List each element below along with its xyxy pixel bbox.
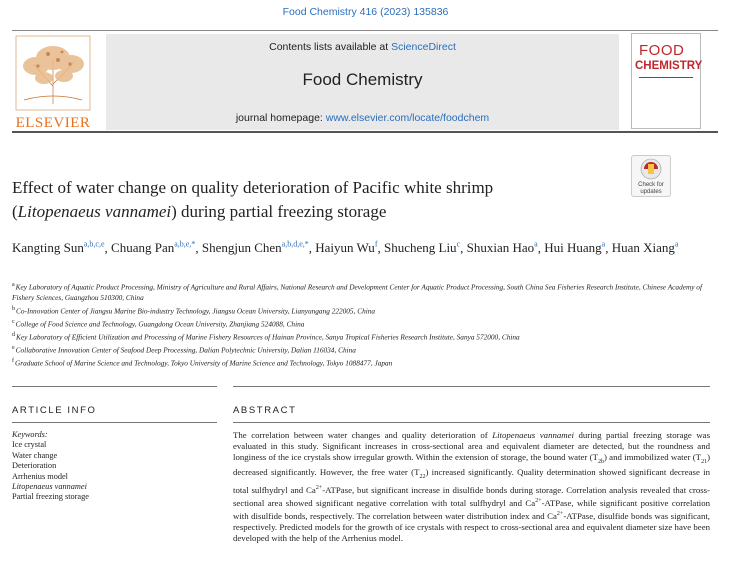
author-name-text: Hui Huang	[544, 240, 602, 256]
affiliation-text: Collaborative Innovation Center of Seafood Deep Processing, Dalian Polytechnic University, Dalian 116034, China	[15, 345, 356, 355]
affiliation-item	[12, 317, 712, 330]
affiliation-text: College of Food Science and Technology, Guangdong Ocean University, Zhanjiang 524088, China	[15, 319, 305, 329]
affiliation-tag: f	[12, 357, 14, 364]
journal-cover[interactable]	[631, 33, 701, 129]
journal-homepage-link[interactable]: www.elsevier.com/locate/foodchem	[325, 112, 490, 124]
affiliation-text: Key Laboratory of Aquatic Product Processing, Ministry of Agriculture and Rural Affairs, National Research and Development Center for Aquatic Product Processing, South China Sea Fisheries Research Institute, Chinese Academy of Fishery Sciences, Guangzhou 510300, China	[12, 282, 702, 303]
affiliation-tag: a	[12, 282, 15, 288]
author-name[interactable]	[111, 240, 195, 255]
check-for-updates-button[interactable]	[631, 155, 671, 197]
author-affiliation-marks[interactable]: a,b,d,e,*	[281, 240, 309, 249]
author-name-text: Chuang Pan	[111, 240, 175, 256]
contents-prefix: Contents lists available at	[269, 41, 392, 53]
elsevier-tree-icon	[12, 34, 94, 130]
header-top-rule	[12, 30, 718, 31]
author-name[interactable]	[12, 240, 105, 255]
author-separator: ,	[537, 240, 545, 256]
affiliation-tag: b	[12, 305, 15, 312]
author-name-text: Kangting Sun	[12, 240, 84, 256]
homepage-line	[106, 112, 619, 124]
author-name-text: Shengjun Chen	[201, 240, 282, 256]
abstract-rule	[233, 386, 710, 387]
check-label-1: Check for	[638, 182, 664, 188]
affiliation-text: Graduate School of Marine Science and Technology, Tokyo University of Marine Science and Technology, Tokyo 1088477, Japan	[15, 358, 393, 368]
cover-divider	[639, 77, 693, 78]
journal-banner	[106, 34, 619, 130]
author-separator: ,	[377, 240, 384, 256]
affiliation-text: Co-Innovation Center of Jiangsu Marine Bio-industry Technology, Jiangsu Ocean University, Lianyungang 222005, China	[16, 306, 376, 316]
author-name[interactable]	[202, 240, 309, 255]
author-name-text: Shucheng Liu	[383, 240, 457, 256]
author-affiliation-marks[interactable]: c	[456, 240, 461, 249]
affiliation-tag: c	[12, 318, 15, 325]
affiliation-tag: e	[12, 344, 15, 351]
author-name[interactable]	[467, 240, 538, 255]
article-info-rule	[12, 386, 217, 387]
affiliation-item	[12, 330, 712, 343]
keyword-item[interactable]: Arrhenius model	[12, 471, 68, 481]
check-updates-label	[632, 182, 670, 195]
affiliation-item	[12, 304, 712, 317]
author-name-text: Huan Xiang	[611, 240, 675, 256]
article-title	[12, 176, 612, 224]
author-affiliation-marks[interactable]: a,b,e,*	[174, 240, 196, 249]
affiliations	[12, 280, 712, 369]
homepage-prefix: journal homepage:	[235, 112, 326, 124]
contents-line	[106, 41, 619, 53]
author-separator: ,	[308, 240, 316, 256]
abstract-heading: ABSTRACT	[233, 405, 297, 416]
affiliation-item	[12, 356, 712, 369]
title-line-2: ) during partial freezing storage	[171, 202, 387, 221]
author-affiliation-marks[interactable]: a	[674, 240, 679, 249]
article-info-rule-2	[12, 422, 217, 423]
affiliation-item	[12, 280, 712, 304]
publisher-name: ELSEVIER	[15, 115, 91, 130]
author-affiliation-marks[interactable]: f	[374, 240, 378, 249]
author-name[interactable]	[384, 240, 460, 255]
keyword-item[interactable]: Ice crystal	[12, 440, 47, 450]
keyword-item[interactable]: Water change	[12, 450, 58, 460]
journal-name: Food Chemistry	[302, 70, 423, 89]
title-species: Litopenaeus vannamei	[17, 202, 172, 221]
affiliation-text: Key Laboratory of Efficient Utilization and Processing of Marine Fishery Resources of Hainan Province, Sanya Tropical Fisheries Research Institute, Sanya 572000, China	[16, 332, 520, 342]
keyword-item[interactable]: Partial freezing storage	[12, 492, 89, 502]
author-separator: ,	[460, 240, 467, 256]
header-bottom-rule	[12, 131, 718, 133]
author-name[interactable]	[544, 240, 605, 255]
author-separator: ,	[104, 240, 112, 256]
cover-title-food: FOOD	[639, 42, 685, 59]
author-affiliation-marks[interactable]: a	[601, 240, 606, 249]
author-affiliation-marks[interactable]: a,b,c,e	[83, 240, 105, 249]
check-label-2: updates	[640, 188, 662, 195]
affiliation-tag: d	[12, 331, 15, 338]
keywords-label: Keywords:	[12, 430, 48, 439]
keywords-block	[12, 430, 212, 503]
check-updates-icon	[632, 156, 670, 182]
author-name[interactable]	[315, 240, 377, 255]
abstract-rule-2	[233, 422, 710, 423]
title-open-paren: (	[12, 202, 18, 221]
sciencedirect-link[interactable]: ScienceDirect	[391, 41, 456, 53]
author-list	[12, 234, 712, 258]
keyword-item[interactable]: Litopenaeus vannamei	[12, 482, 87, 492]
author-name-text: Shuxian Hao	[466, 240, 535, 256]
author-affiliation-marks[interactable]: a	[534, 240, 538, 249]
title-line-1: Effect of water change on quality deterioration of Pacific white shrimp	[12, 178, 494, 197]
affiliation-item	[12, 343, 712, 356]
journal-reference[interactable]: Food Chemistry 416 (2023) 135836	[282, 6, 449, 18]
abstract-text: The correlation between water changes and quality deterioration of Litopenaeus vannamei during partial freezing storage was evaluated in this study. Significant increases in cross-sectional area and equivalent diameter are detected, but the roundness and longiness of the ice crystals show irregular growth. Within the extension of storage, the bound water $(T_{2b})$ and immobilized water $(T_{21})$ decreased significantly. However, the free water $(T_{22})$ increased significantly. Quality determination showed significant decrease in total sulfhydryl and $Ca^{2+}$-ATPase, but significant increase in disulfide bonds during storage. Correlation analysis revealed that cross-sectional area showed significant negative correlation with total sulfhydryl and $Ca^{2+}$-ATPase, while significant positive correlation with disulfide bonds, respectively. The correlation between water distribution index and $Ca^{2+}$-ATPase, disulfide bonds was significant, respectively. Predicted models for the growth of ice crystals with respect to cross-sectional area and equivalent diameter size have been developed with the help of the Arrhenius model.	[233, 430, 710, 543]
author-separator: ,	[605, 240, 612, 256]
author-name[interactable]	[612, 240, 679, 255]
author-separator: ,	[195, 240, 202, 256]
cover-title-chemistry: CHEMISTRY	[635, 60, 703, 72]
elsevier-logo[interactable]	[12, 34, 94, 130]
article-info-heading: ARTICLE INFO	[12, 405, 97, 416]
keyword-item[interactable]: Deterioration	[12, 461, 57, 471]
author-name-text: Haiyun Wu	[315, 240, 375, 256]
